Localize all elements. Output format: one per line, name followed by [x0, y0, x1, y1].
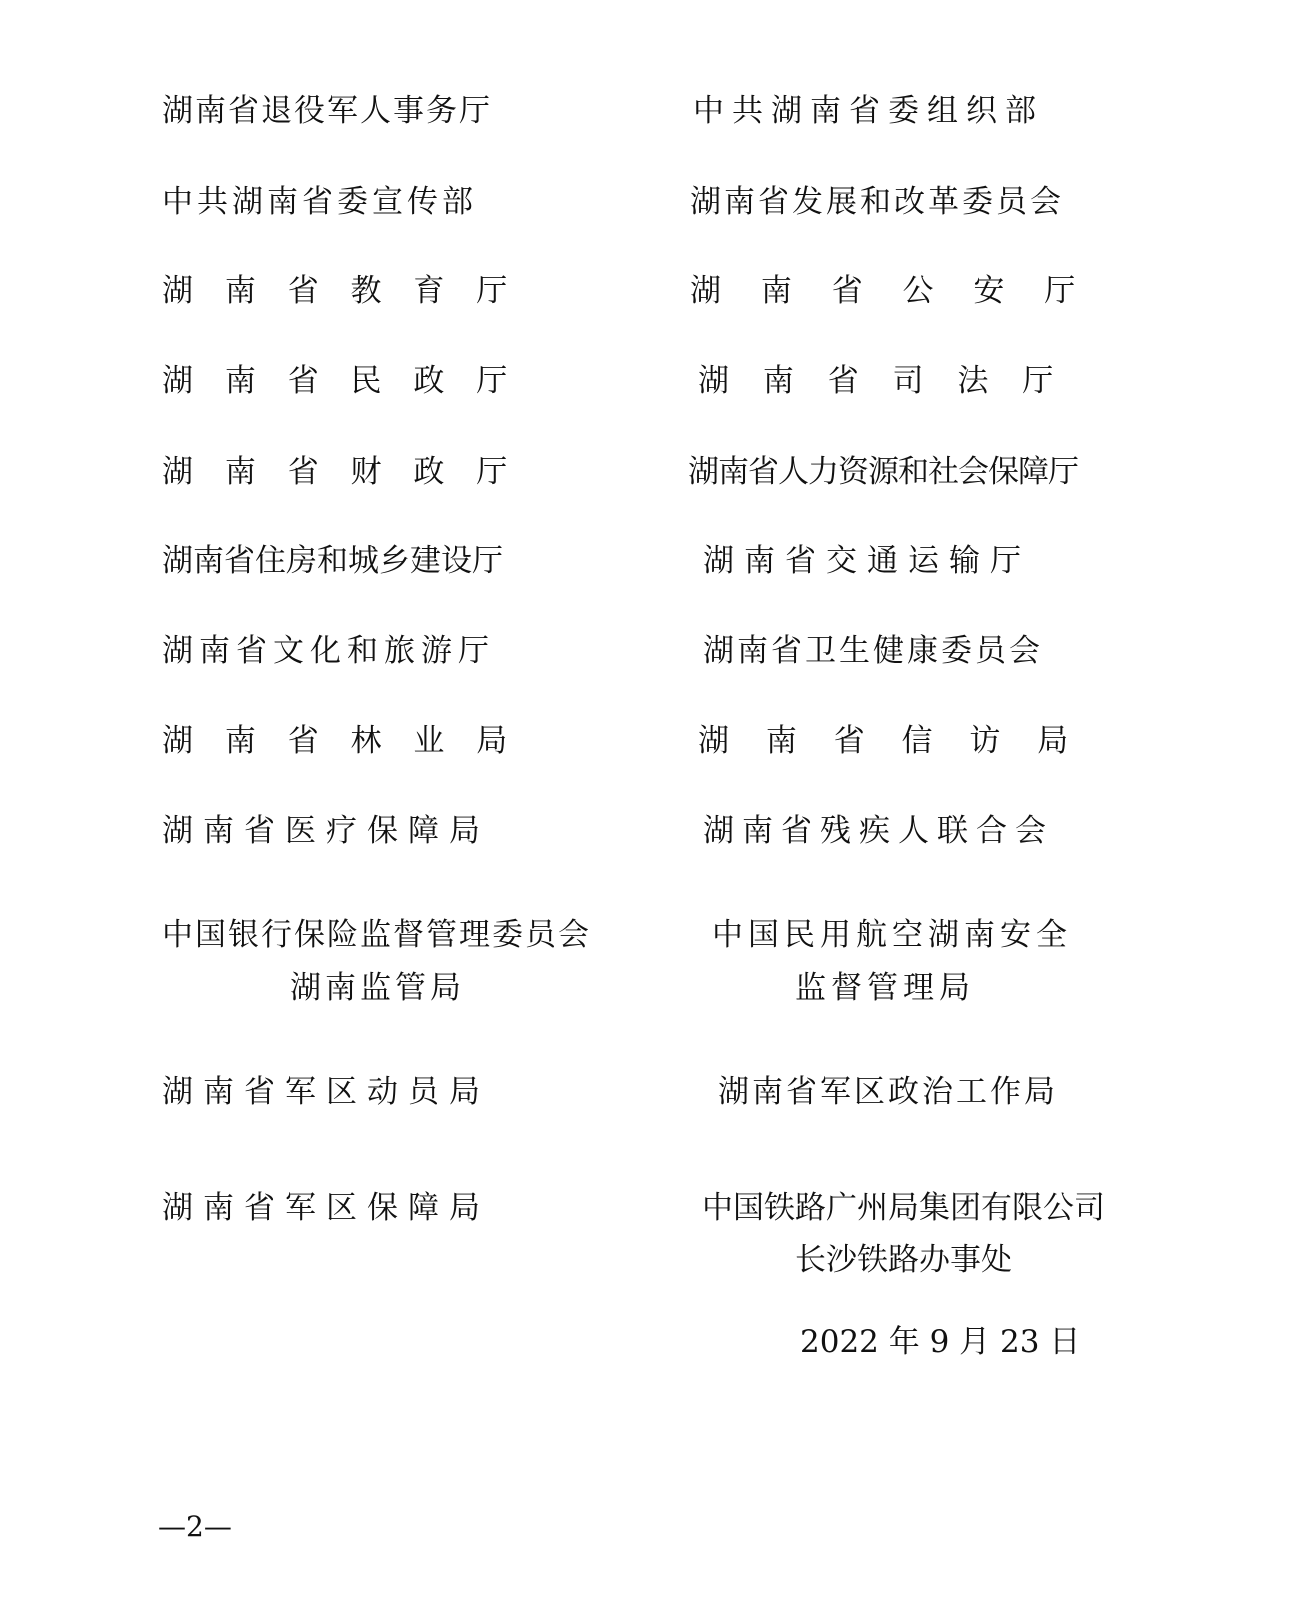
- org-name-right-8: 湖 南 省 信 访 局: [698, 723, 1069, 759]
- org-name-right-3: 湖 南 省 公 安 厅: [690, 273, 1076, 309]
- org-name-left-4: 湖 南 省 民 政 厅: [162, 363, 508, 399]
- org-name-left-8: 湖 南 省 林 业 局: [162, 723, 508, 759]
- org-name-right-12a: 中国铁路广州局集团有限公司: [702, 1190, 1105, 1226]
- org-name-left-2: 中共湖南省委宣传部: [162, 184, 477, 220]
- org-name-right-12b: 长沙铁路办事处: [795, 1242, 1012, 1278]
- org-name-left-7: 湖南省文化和旅游厅: [162, 633, 495, 669]
- org-name-left-1: 湖南省退役军人事务厅: [162, 93, 492, 129]
- org-name-right-10b: 监督管理局: [795, 970, 975, 1006]
- org-name-right-6: 湖南省交通运输厅: [703, 543, 1031, 579]
- org-name-right-5: 湖南省人力资源和社会保障厅: [688, 454, 1078, 490]
- org-name-right-2: 湖南省发展和改革委员会: [690, 184, 1064, 220]
- org-name-left-12: 湖南省军区保障局: [162, 1190, 490, 1226]
- org-name-right-4: 湖 南 省 司 法 厅: [698, 363, 1054, 399]
- org-name-right-1: 中共湖南省委组织部: [693, 93, 1044, 129]
- org-name-left-6: 湖南省住房和城乡建设厅: [162, 543, 503, 579]
- org-name-left-11: 湖南省军区动员局: [162, 1074, 490, 1110]
- org-name-left-9: 湖南省医疗保障局: [162, 813, 490, 849]
- org-name-left-5: 湖 南 省 财 政 厅: [162, 454, 508, 490]
- org-name-right-7: 湖南省卫生健康委员会: [703, 633, 1043, 669]
- org-name-left-10a: 中国银行保险监督管理委员会: [162, 917, 591, 953]
- page-number: —2—: [158, 1510, 232, 1543]
- org-name-right-11: 湖南省军区政治工作局: [718, 1074, 1058, 1110]
- org-name-left-10b: 湖南监管局: [290, 970, 465, 1006]
- document-date: 2022 年 9 月 23 日: [800, 1324, 1081, 1360]
- org-name-right-10a: 中国民用航空湖南安全: [712, 917, 1072, 953]
- org-name-right-9: 湖南省残疾人联合会: [703, 813, 1054, 849]
- org-name-left-3: 湖 南 省 教 育 厅: [162, 273, 508, 309]
